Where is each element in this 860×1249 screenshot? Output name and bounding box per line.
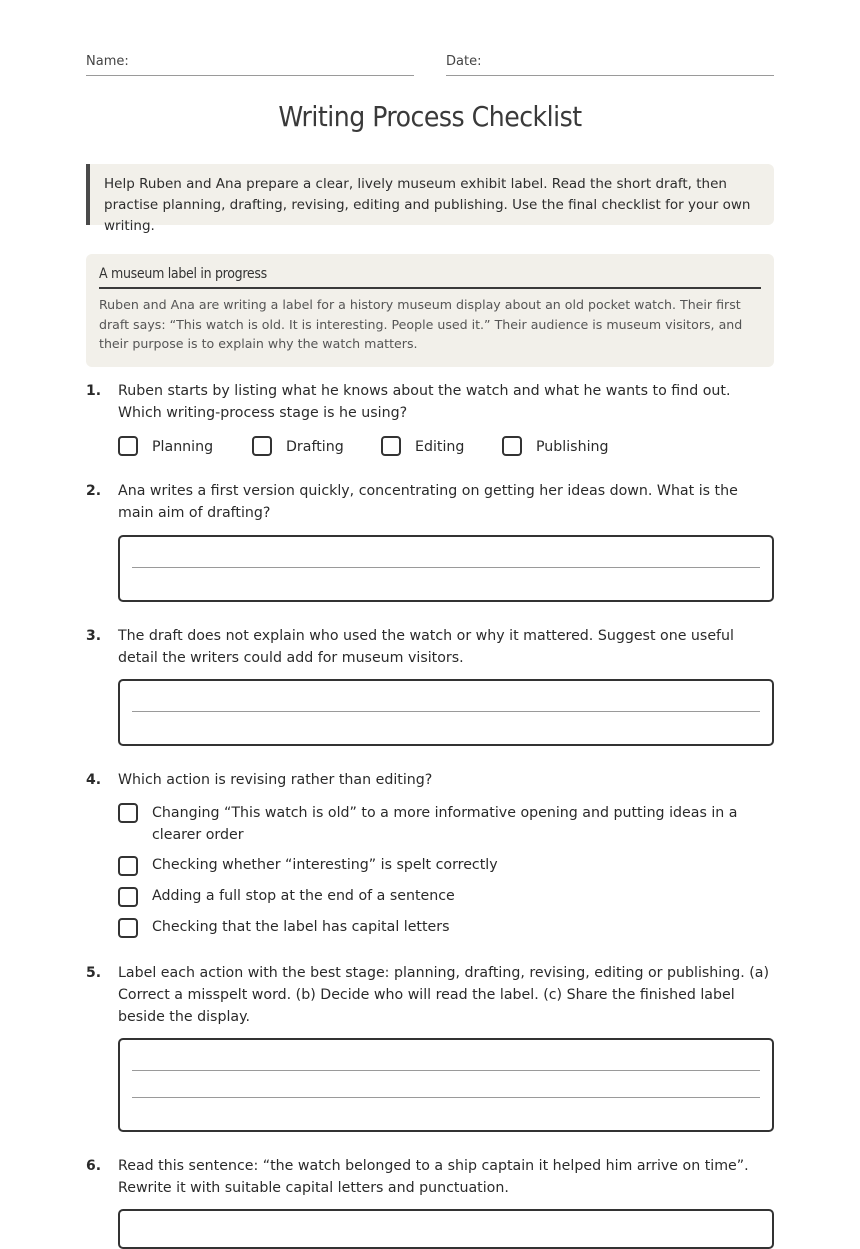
name-field[interactable] bbox=[86, 54, 414, 76]
answer-line bbox=[132, 1097, 760, 1098]
question-text: Ruben starts by listing what he knows about the watch and what he wants to find out. Which writing-process stage is he using? bbox=[118, 383, 731, 421]
checkbox[interactable] bbox=[118, 887, 138, 907]
date-field[interactable] bbox=[446, 54, 774, 76]
answer-box[interactable] bbox=[118, 1209, 774, 1249]
option-label: Planning bbox=[152, 439, 214, 455]
page-title: Writing Process Checklist bbox=[278, 100, 582, 133]
question-number: 1. bbox=[86, 383, 102, 399]
question-text: Which action is revising rather than editing? bbox=[118, 772, 433, 788]
option-label: Publishing bbox=[536, 439, 609, 455]
question-text: Ana writes a first version quickly, concentrating on getting her ideas down. What is the main aim of drafting? bbox=[118, 483, 738, 521]
option-label: Editing bbox=[415, 439, 465, 455]
answer-line bbox=[132, 567, 760, 568]
checkbox[interactable] bbox=[118, 803, 138, 823]
option-label: Checking whether “interesting” is spelt correctly bbox=[152, 857, 498, 873]
date-label: Date: bbox=[446, 54, 482, 69]
option-label: Adding a full stop at the end of a sentence bbox=[152, 888, 455, 904]
question-number: 6. bbox=[86, 1158, 102, 1174]
question-text: The draft does not explain who used the watch or why it mattered. Suggest one useful detail the writers could add for museum visitors. bbox=[118, 628, 734, 666]
answer-line bbox=[132, 711, 760, 712]
answer-line bbox=[132, 1070, 760, 1071]
context-panel bbox=[86, 254, 774, 367]
option-label: Checking that the label has capital letters bbox=[152, 919, 450, 935]
answer-box[interactable] bbox=[118, 1038, 774, 1132]
context-title: A museum label in progress bbox=[99, 266, 761, 289]
checkbox[interactable] bbox=[118, 856, 138, 876]
option-revising-opening[interactable] bbox=[118, 802, 774, 846]
option-check-spelling[interactable] bbox=[118, 854, 774, 878]
question-number: 5. bbox=[86, 965, 102, 981]
checkbox[interactable] bbox=[502, 436, 522, 456]
option-label: Changing “This watch is old” to a more informative opening and putting ideas in a clearer order bbox=[152, 805, 738, 843]
name-label: Name: bbox=[86, 54, 129, 69]
option-label: Drafting bbox=[286, 439, 344, 455]
question-number: 2. bbox=[86, 483, 102, 499]
checkbox[interactable] bbox=[118, 436, 138, 456]
question-number: 4. bbox=[86, 772, 102, 788]
checkbox[interactable] bbox=[118, 918, 138, 938]
name-date-row bbox=[86, 54, 774, 76]
context-body: Ruben and Ana are writing a label for a history museum display about an old pocket watch. Their first draft says: “This watch is old. It is interesting. People used it.” Their audience is museum visitors, and their purpose is to explain why the watch matters. bbox=[99, 297, 743, 351]
checkbox[interactable] bbox=[381, 436, 401, 456]
question-text: Read this sentence: “the watch belonged to a ship captain it helped him arrive on time”. Rewrite it with suitable capital letters and punctuation. bbox=[118, 1158, 749, 1196]
answer-box[interactable] bbox=[118, 535, 774, 602]
checkbox[interactable] bbox=[252, 436, 272, 456]
option-capital-letters[interactable] bbox=[118, 916, 774, 940]
answer-box[interactable] bbox=[118, 679, 774, 746]
intro-callout: Help Ruben and Ana prepare a clear, lively museum exhibit label. Read the short draft, then practise planning, drafting, revising, editing and publishing. Use the final checklist for your own writing. bbox=[86, 164, 774, 225]
question-number: 3. bbox=[86, 628, 102, 644]
option-full-stop[interactable] bbox=[118, 885, 774, 909]
question-text: Label each action with the best stage: planning, drafting, revising, editing or publishing. (a) Correct a misspelt word. (b) Decide who will read the label. (c) Share the finished label beside the display. bbox=[118, 965, 769, 1025]
